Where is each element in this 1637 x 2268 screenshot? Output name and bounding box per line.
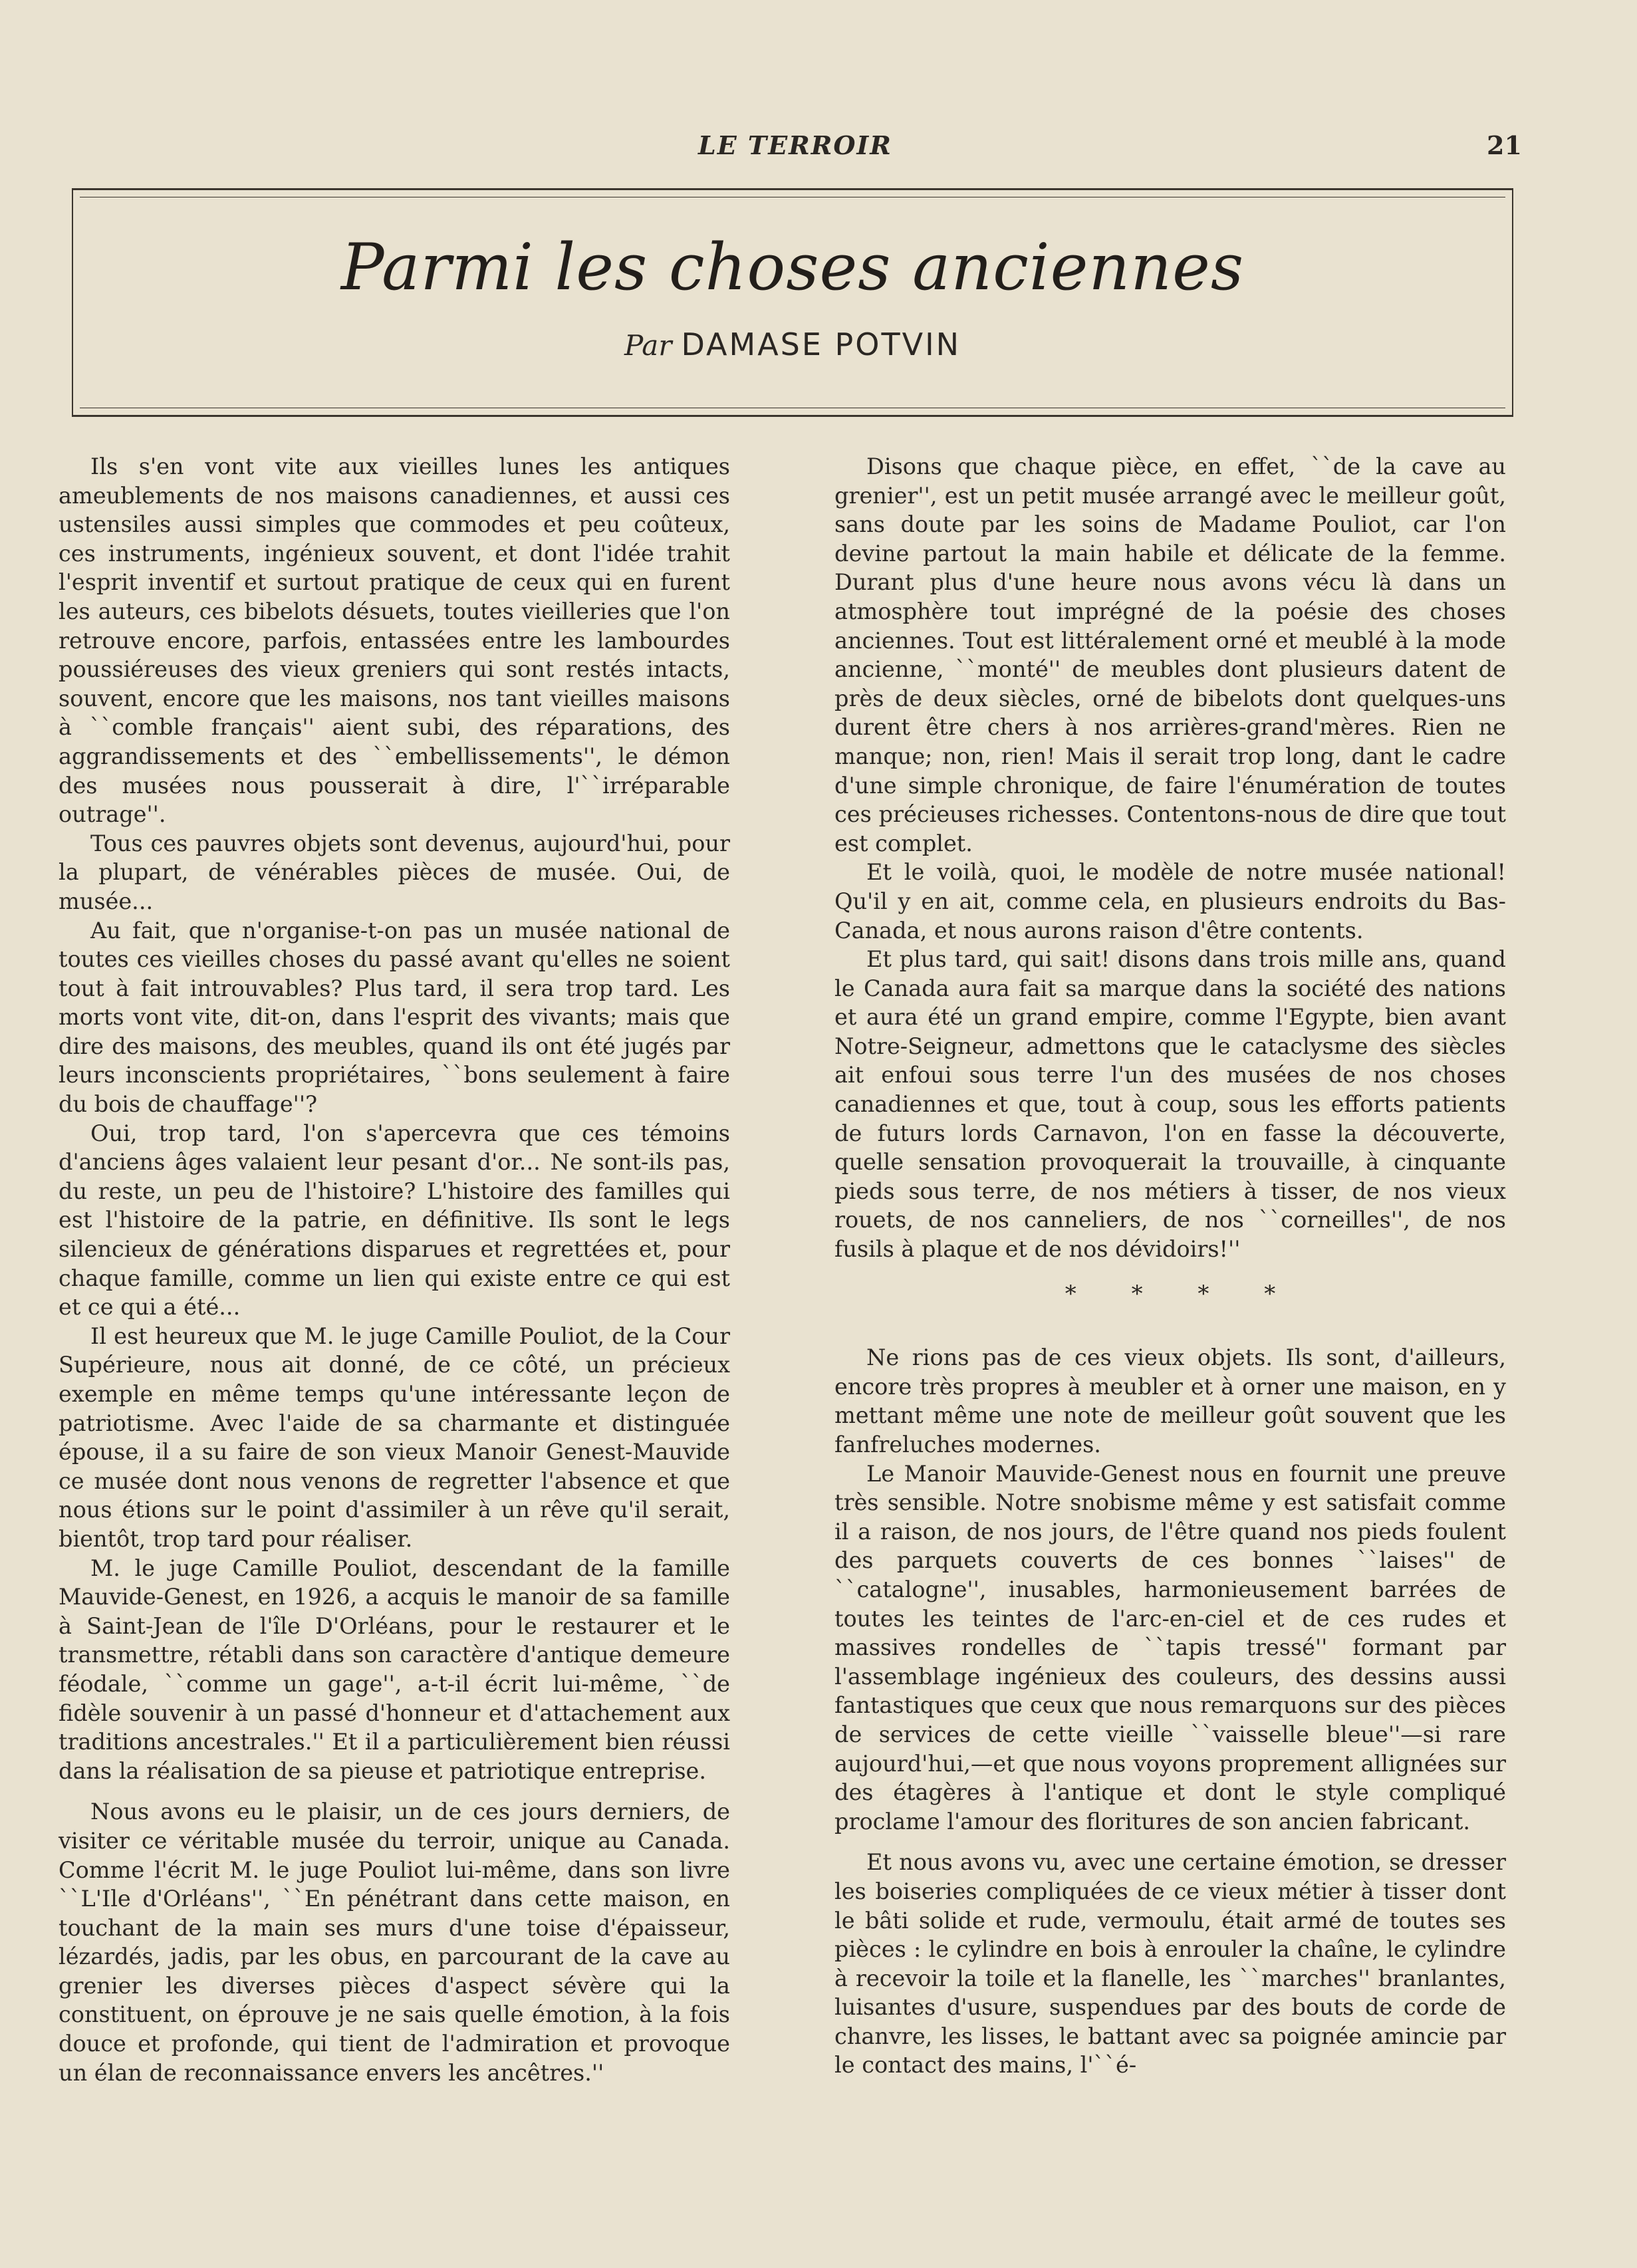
paragraph: Le Manoir Mauvide-Genest nous en fournit une preuve très sensible. Notre snobisme même y est satisfait comme il a raison, de nos jours, de l'être quand nos pieds foulent des parquets couverts de ces bonnes ``laises'' de ``catalogne'', inusables, harmonieusement barrées de toutes les teintes de l'arc-en-ciel et de ces rudes et massives rondelles de ``tapis tressé'' formant par l'assemblage ingénieux des couleurs, des dessins aussi fantastiques que ceux que nous remarquons sur des pièces de services de cette vieille ``vaisselle bleue''—si rare aujourd'hui,—et que nous voyons proprement allignées sur des étagères à l'antique et dont le style compliqué proclame l'amour des floritures de son ancien fabricant.	[834, 1460, 1506, 1834]
paragraph: M. le juge Camille Pouliot, descendant de la famille Mauvide-Genest, en 1926, a acquis le manoir de sa famille à Saint-Jean de l'île D'Orléans, pour le restaurer et le transmettre, rétabli dans son caractère d'antique demeure féodale, ``comme un gage'', a-t-il écrit lui-même, ``de fidèle souvenir à un passé d'honneur et d'attachement aux traditions ancestrales.'' Et il a particulièrement bien réussi dans la réalisation de sa pieuse et patriotique entreprise.	[59, 1555, 730, 1784]
byline	[73, 326, 1512, 362]
paragraph: Ne rions pas de ces vieux objets. Ils sont, d'ailleurs, encore très propres à meubler et à orner une maison, en y mettant même une note de meilleur goût souvent que les fanfreluches modernes.	[834, 1344, 1506, 1457]
paragraph: Et nous avons vu, avec une certaine émotion, se dresser les boiseries compliquées de ce vieux métier à tisser dont le bâti solide et rude, vermoulu, était armé de toutes ses pièces : le cylindre en bois à enrouler la chaîne, le cylindre à recevoir la toile et la flanelle, les ``marches'' branlantes, luisantes d'usure, suspendues par des bouts de corde de chanvre, les lisses, le battant avec sa poignée amincie par le contact des mains, l'``é-	[834, 1849, 1506, 2079]
left-column	[59, 452, 730, 2087]
paragraph: Nous avons eu le plaisir, un de ces jours derniers, de visiter ce véritable musée du terroir, unique au Canada. Comme l'écrit M. le juge Pouliot lui-même, dans son livre ``L'Ile d'Orléans'', ``En pénétrant dans cette maison, en touchant de la main ses murs d'une toise d'épaisseur, lézardés, jadis, par les obus, en parcourant de la cave au grenier les diverses pièces d'aspect sévère qui la constituent, on éprouve je ne sais quelle émotion, à la fois douce et profonde, qui tient de l'admiration et provoque un élan de reconnaissance envers les ancêtres.''	[59, 1799, 730, 2086]
byline-prefix: Par	[624, 329, 672, 362]
section-separator: * * * *	[1065, 1280, 1300, 1307]
right-column	[834, 452, 1506, 2080]
page-number: 21	[1487, 130, 1522, 160]
page-header	[0, 130, 1637, 170]
paragraph: Oui, trop tard, l'on s'apercevra que ces témoins d'anciens âges valaient leur pesant d'or... Ne sont-ils pas, du reste, un peu de l'histoire? L'histoire des familles qui est l'histoire de la patrie, en définitive. Ils sont le legs silencieux de générations disparues et regrettées et, pour chaque famille, comme un lien qui existe entre ce qui est et ce qui a été...	[59, 1120, 730, 1321]
paragraph: Ils s'en vont vite aux vieilles lunes les antiques ameublements de nos maisons canadiennes, et aussi ces ustensiles aussi simples que commodes et peu coûteux, ces instruments, ingénieux souvent, et dont l'idée trahit l'esprit inventif et surtout pratique de ceux qui en furent les auteurs, ces bibelots désuets, toutes vieilleries que l'on retrouve encore, parfois, entassées entre les lambourdes poussiéreuses des vieux greniers qui sont restés intacts, souvent, encore que les maisons, nos tant vieilles maisons à ``comble français'' aient subi, des réparations, des aggrandissements et des ``embellissements'', le démon des musées nous pousserait à dire, l'``irréparable outrage''.	[59, 453, 730, 828]
title-frame	[72, 188, 1513, 417]
paragraph: Et plus tard, qui sait! disons dans trois mille ans, quand le Canada aura fait sa marque dans la société des nations et aura été un grand empire, comme l'Egypte, bien avant Notre-Seigneur, admettons que le cataclysme des siècles ait enfoui sous terre l'un des musées de nos choses canadiennes et que, tout à coup, sous les efforts patients de futurs lords Carnavon, l'on en fasse la découverte, quelle sensation provoquerait la trouvaille, à cinquante pieds sous terre, de nos métiers à tisser, de nos vieux rouets, de nos canneliers, de nos ``corneilles'', de nos fusils à plaque et de nos dévidoirs!''	[834, 946, 1506, 1263]
paragraph: Il est heureux que M. le juge Camille Pouliot, de la Cour Supérieure, nous ait donné, de ce côté, un précieux exemple en même temps qu'une intéressante leçon de patriotisme. Avec l'aide de sa charmante et distinguée épouse, il a su faire de son vieux Manoir Genest-Mauvide ce musée dont nous venons de regretter l'absence et que nous étions sur le point d'assimiler à un rêve qu'il serait, bientôt, trop tard pour réaliser.	[59, 1323, 730, 1552]
running-title: LE TERROIR	[698, 130, 892, 160]
author-name: DAMASE POTVIN	[681, 326, 961, 362]
article-title: Parmi les choses anciennes	[340, 230, 1245, 305]
paragraph: Disons que chaque pièce, en effet, ``de la cave au grenier'', est un petit musée arrangé avec le meilleur goût, sans doute par les soins de Madame Pouliot, car l'on devine partout la main habile et délicate de la femme. Durant plus d'une heure nous avons vécu là dans un atmosphère tout imprégné de la poésie des choses anciennes. Tout est littéralement orné et meublé à la mode ancienne, ``monté'' de meubles dont plusieurs datent de près de deux siècles, orné de bibelots dont quelques-uns durent être chers à nos arrières-grand'mères. Rien ne manque; non, rien! Mais il serait trop long, dant le cadre d'une simple chronique, de faire l'énumération de toutes ces précieuses richesses. Contentons-nous de dire que tout est complet.	[834, 453, 1506, 856]
paragraph: Au fait, que n'organise-t-on pas un musée national de toutes ces vieilles choses du passé avant qu'elles ne soient tout à fait introuvables? Plus tard, il sera trop tard. Les morts vont vite, dit-on, dans l'esprit des vivants; mais que dire des maisons, des meubles, quand ils ont été jugés par leurs inconscients propriétaires, ``bons seulement à faire du bois de chauffage''?	[59, 917, 730, 1118]
paragraph: Et le voilà, quoi, le modèle de notre musée national! Qu'il y en ait, comme cela, en plusieurs endroits du Bas-Canada, et nous aurons raison d'être contents.	[834, 859, 1506, 944]
paragraph: Tous ces pauvres objets sont devenus, aujourd'hui, pour la plupart, de vénérables pièces de musée. Oui, de musée...	[59, 830, 730, 914]
